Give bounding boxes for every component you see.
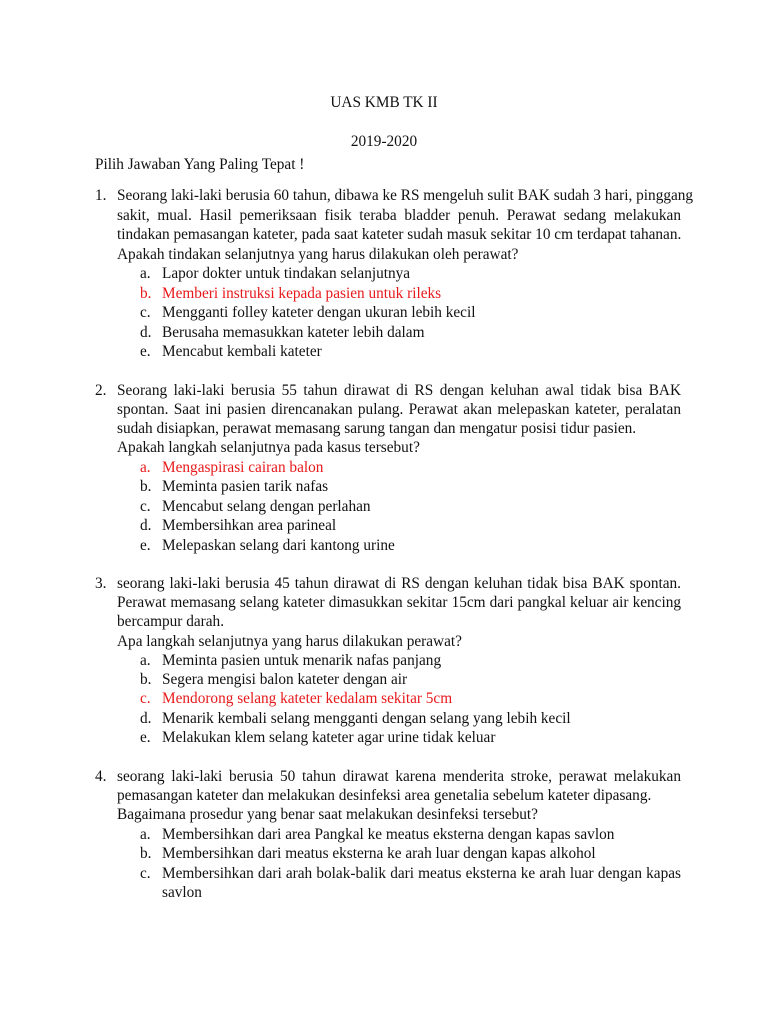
question-line: sudah disiapkan, perawat memasang sarung tangan dan mengatur posisi tidur pasien.	[117, 420, 637, 437]
question-line: sakit, mual. Hasil pemeriksaan fisik teraba bladder penuh. Perawat sedang melakukan	[117, 207, 681, 224]
document-title: UAS KMB TK II	[330, 94, 438, 111]
option-text: Mengganti folley kateter dengan ukuran lebih kecil	[162, 304, 476, 321]
question-line: Perawat memasang selang kateter dimasukkan sekitar 15cm dari pangkal keluar air kencing	[117, 594, 681, 611]
question-line: Apa langkah selanjutnya yang harus dilakukan perawat?	[117, 633, 462, 650]
option-text: Meminta pasien tarik nafas	[162, 478, 329, 495]
option-text: Meminta pasien untuk menarik nafas panjang	[162, 652, 442, 669]
option-letter: e.	[140, 537, 151, 554]
option-letter: b.	[140, 478, 152, 495]
question-line: spontan. Saat ini pasien direncanakan pulang. Perawat akan melepaskan kateter, peralatan	[117, 401, 681, 418]
option-letter: a.	[140, 459, 151, 476]
option-letter: a.	[140, 652, 151, 669]
option-letter: b.	[140, 845, 152, 862]
option-text: Membersihkan dari arah bolak-balik dari meatus eksterna ke arah luar dengan kapas	[162, 865, 681, 882]
option-text: Mencabut selang dengan perlahan	[162, 498, 371, 515]
question-number: 4.	[95, 768, 107, 785]
option-letter: c.	[140, 498, 151, 515]
option-text: Menarik kembali selang mengganti dengan selang yang lebih kecil	[162, 710, 571, 727]
option-text: Melakukan klem selang kateter agar urine tidak keluar	[162, 729, 496, 746]
option-text: Lapor dokter untuk tindakan selanjutnya	[162, 265, 411, 282]
option-letter: d.	[140, 517, 152, 534]
question-line: Bagaimana prosedur yang benar saat melakukan desinfeksi tersebut?	[117, 806, 538, 823]
option-letter: e.	[140, 729, 151, 746]
option-text: Membersihkan area parineal	[162, 517, 337, 534]
option-text: Membersihkan dari meatus eksterna ke arah luar dengan kapas alkohol	[162, 845, 596, 862]
question-line: seorang laki-laki berusia 45 tahun dirawat di RS dengan keluhan tidak bisa BAK spontan.	[117, 575, 681, 592]
option-text: Mencabut kembali kateter	[162, 343, 322, 360]
question-line: Seorang laki-laki berusia 55 tahun dirawat di RS dengan keluhan awal tidak bisa BAK	[117, 382, 681, 399]
option-text: Membersihkan dari area Pangkal ke meatus eksterna dengan kapas savlon	[162, 826, 615, 843]
question-line: Apakah tindakan selanjutnya yang harus dilakukan oleh perawat?	[117, 246, 519, 263]
document-year: 2019-2020	[350, 133, 418, 150]
option-text: Melepaskan selang dari kantong urine	[162, 537, 395, 554]
option-text: Memberi instruksi kepada pasien untuk rileks	[162, 285, 442, 302]
option-letter: d.	[140, 324, 152, 341]
question-line: Seorang laki-laki berusia 60 tahun, dibawa ke RS mengeluh sulit BAK sudah 3 hari, pinggang	[117, 187, 694, 204]
option-text: Segera mengisi balon kateter dengan air	[162, 671, 408, 688]
option-letter: a.	[140, 826, 151, 843]
option-letter: a.	[140, 265, 151, 282]
option-text: Mengaspirasi cairan balon	[162, 459, 324, 476]
instruction-text: Pilih Jawaban Yang Paling Tepat !	[95, 156, 305, 173]
question-line: bercampur darah.	[117, 613, 225, 630]
question-number: 2.	[95, 382, 107, 399]
option-text: Mendorong selang kateter kedalam sekitar 5cm	[162, 690, 453, 707]
option-text-continued: savlon	[162, 884, 202, 901]
question-line: tindakan pemasangan kateter, pada saat kateter sudah masuk sekitar 10 cm terdapat tahanan.	[117, 226, 682, 243]
option-letter: c.	[140, 690, 151, 707]
question-line: pemasangan kateter dan melakukan desinfeksi area genetalia sebelum kateter dipasang.	[117, 787, 652, 804]
question-line: seorang laki-laki berusia 50 tahun dirawat karena menderita stroke, perawat melakukan	[117, 768, 681, 785]
option-letter: b.	[140, 285, 152, 302]
option-letter: c.	[140, 865, 151, 882]
option-letter: c.	[140, 304, 151, 321]
option-letter: e.	[140, 343, 151, 360]
option-text: Berusaha memasukkan kateter lebih dalam	[162, 324, 425, 341]
option-letter: b.	[140, 671, 152, 688]
question-number: 3.	[95, 575, 107, 592]
question-number: 1.	[95, 187, 107, 204]
option-letter: d.	[140, 710, 152, 727]
question-line: Apakah langkah selanjutnya pada kasus tersebut?	[117, 439, 420, 456]
